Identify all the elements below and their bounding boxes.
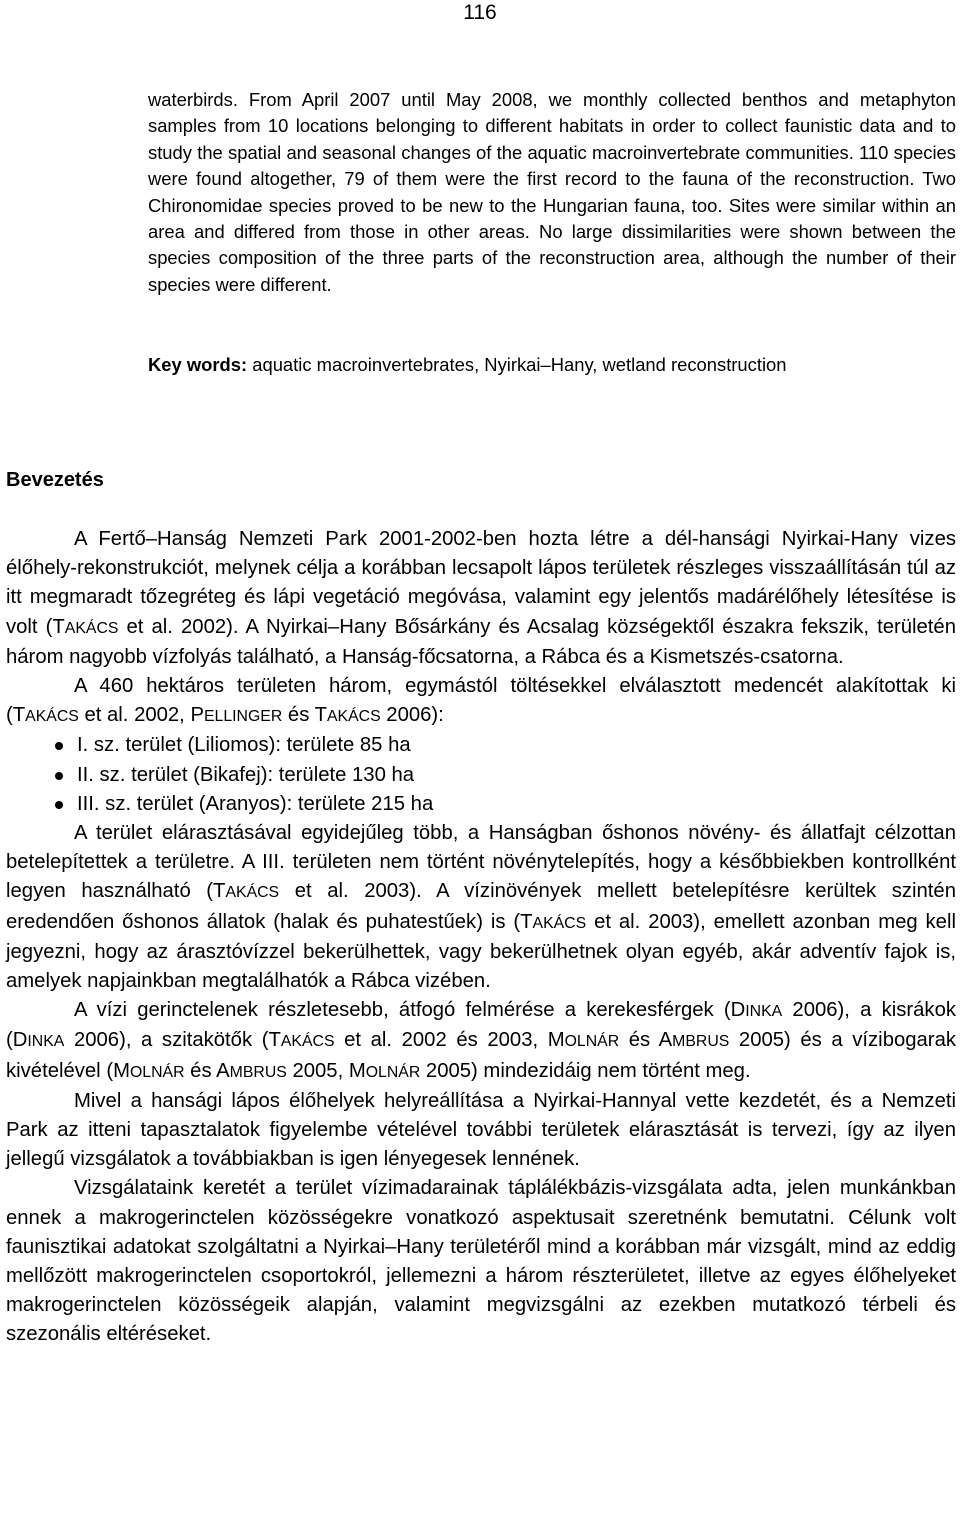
bullet-icon bbox=[55, 772, 63, 780]
list-item: I. sz. terület (Liliomos): területe 85 ha bbox=[6, 731, 956, 760]
paragraph-6: Vizsgálataink keretét a terület vízimadarainak táplálékbázis-vizsgálata adta, jelen munkánkban ennek a makrogerinctelen közösségekre vonatkozó aspektusait szeretnénk bemutatni. Célunk volt faunisztikai adatokat szolgáltatni a Nyirkai–Hany területéről mind a korábban már vizsgált, mind az eddig mellőzött makrogerinctelen csoportokról, jellemezni a három részterületet, illetve az egyes élőhelyeket makrogerinctelen közösségeik alapján, valamint megvizsgálni az ezekben mutatkozó térbeli és szezonális eltéréseket. bbox=[6, 1177, 956, 1346]
section-heading: Bevezetés bbox=[6, 469, 104, 491]
bullet-icon bbox=[55, 801, 63, 809]
page-number: 116 bbox=[463, 1, 497, 24]
list-item: III. sz. terület (Aranyos): területe 215 ha bbox=[6, 790, 956, 819]
keywords bbox=[148, 352, 956, 378]
paragraph-1: A Fertő–Hanság Nemzeti Park 2001-2002-ben hozta létre a dél-hansági Nyirkai-Hany vizes élőhely-rekonstrukciót, melynek célja a korábban lecsapolt lápos területek részleges visszaállításán túl az itt megmaradt tőzegréteg és lápi vegetáció megóvása, valamint egy jelentős madárélőhely létesítése is volt (TAKÁCS et al. 2002). A Nyirkai–Hany Bősárkány és Acsalag községektől északra fekszik, területén három nagyobb vízfolyás található, a Hanság-főcsatorna, a Rábca és a Kismetszés-csatorna. bbox=[6, 528, 956, 668]
paragraph-2: A 460 hektáros területen három, egymástól töltésekkel elválasztott medencét alakítottak ki (TAKÁCS et al. 2002, PELLINGER és TAKÁCS 2006): bbox=[6, 675, 956, 727]
abstract bbox=[148, 87, 956, 298]
list-item: II. sz. terület (Bikafej): területe 130 ha bbox=[6, 761, 956, 790]
keywords-label: Key words: bbox=[148, 354, 248, 375]
paragraph-3: A terület elárasztásával egyidejűleg több, a Hanságban őshonos növény- és állatfajt célzottan betelepítettek a területre. A III. területen nem történt növénytelepítés, hogy a későbbiekben kontrollként legyen használható (TAKÁCS et al. 2003). A vízinövények mellett betelepítésre kerültek szintén eredendően őshonos állatok (halak és puhatestűek) is (TAKÁCS et al. 2003), emellett azonban meg kell jegyezni, hogy az árasztóvízzel bekerülhettek, vagy bekerülhetnek olyan egyéb, akár adventív fajok is, amelyek napjainkban megtalálhatók a Rábca vizében. bbox=[6, 822, 956, 993]
body-text bbox=[6, 525, 956, 1350]
keywords-text: aquatic macroinvertebrates, Nyirkai–Hany, wetland reconstruction bbox=[247, 354, 787, 375]
paragraph-4: A vízi gerinctelenek részletesebb, átfogó felmérése a kerekesférgek (DINKA 2006), a kisrákok (DINKA 2006), a szitakötők (TAKÁCS et al. 2002 és 2003, MOLNÁR és AMBRUS 2005) és a vízibogarak kivételével (MOLNÁR és AMBRUS 2005, MOLNÁR 2005) mindezidáig nem történt meg. bbox=[6, 999, 956, 1082]
abstract-paragraph: waterbirds. From April 2007 until May 2008, we monthly collected benthos and metaphyton samples from 10 locations belonging to different habitats in order to collect faunistic data and to study the spatial and seasonal changes of the aquatic macroinvertebrate communities. 110 species were found altogether, 79 of them were the first record to the fauna of the reconstruction. Two Chironomidae species proved to be new to the Hungarian fauna, too. Sites were similar within an area and differed from those in other areas. No large dissimilarities were shown between the species composition of the three parts of the reconstruction area, although the number of their species were different. bbox=[148, 89, 956, 295]
paragraph-5: Mivel a hansági lápos élőhelyek helyreállítása a Nyirkai-Hannyal vette kezdetét, és a Nemzeti Park az itteni tapasztalatok figyelembe vételével további területek elárasztását is tervezi, így az ilyen jellegű vizsgálatok a továbbiakban is igen lényegesek lennének. bbox=[6, 1089, 956, 1171]
bullet-icon bbox=[55, 742, 63, 750]
area-list bbox=[6, 731, 956, 819]
